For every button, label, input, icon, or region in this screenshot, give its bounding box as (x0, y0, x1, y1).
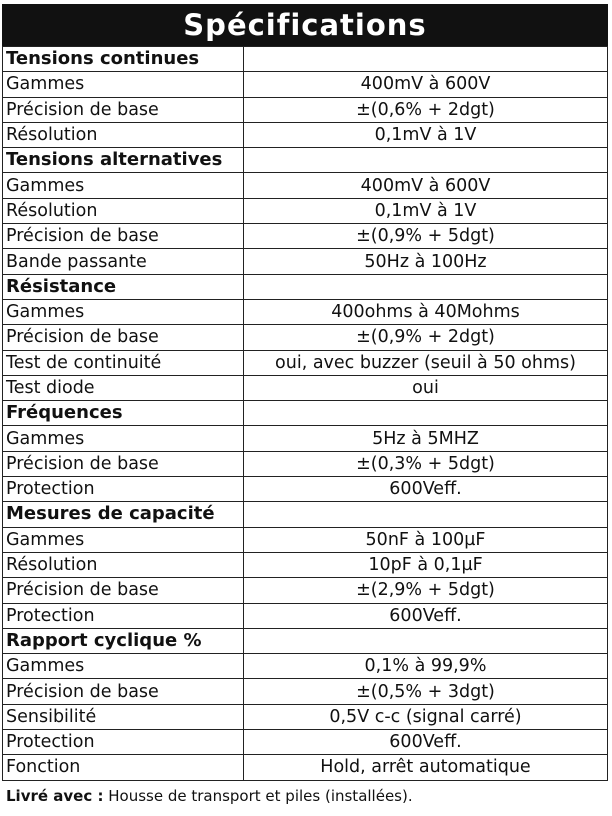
spec-label: Résolution (3, 198, 244, 223)
spec-label: Protection (3, 730, 244, 755)
spec-label: Précision de base (3, 451, 244, 476)
spec-label: Fonction (3, 755, 244, 780)
spec-label: Résolution (3, 552, 244, 577)
spec-label: Bande passante (3, 249, 244, 274)
spec-value: 5Hz à 5MHZ (244, 426, 608, 451)
spec-value: ±(0,5% + 3dgt) (244, 679, 608, 704)
section-heading: Tensions continues (3, 47, 244, 72)
section-heading-empty-cell (244, 401, 608, 426)
table-row (3, 679, 608, 704)
spec-label: Gammes (3, 654, 244, 679)
section-heading-empty-cell (244, 274, 608, 299)
section-header-row (3, 274, 608, 299)
spec-value: Hold, arrêt automatique (244, 755, 608, 780)
spec-label: Protection (3, 603, 244, 628)
section-heading-empty-cell (244, 628, 608, 653)
spec-value: 600Veff. (244, 477, 608, 502)
table-row (3, 122, 608, 147)
spec-label: Test diode (3, 375, 244, 400)
spec-label: Précision de base (3, 224, 244, 249)
section-heading: Tensions alternatives (3, 148, 244, 173)
spec-value: ±(2,9% + 5dgt) (244, 578, 608, 603)
footer-label: Livré avec : (6, 787, 104, 805)
spec-label: Gammes (3, 72, 244, 97)
table-row (3, 375, 608, 400)
spec-label: Précision de base (3, 97, 244, 122)
spec-value: oui, avec buzzer (seuil à 50 ohms) (244, 350, 608, 375)
spec-value: 400mV à 600V (244, 72, 608, 97)
spec-table (2, 46, 608, 781)
spec-label: Gammes (3, 527, 244, 552)
section-header-row (3, 148, 608, 173)
spec-label: Gammes (3, 299, 244, 324)
spec-label: Test de continuité (3, 350, 244, 375)
section-heading: Mesures de capacité (3, 502, 244, 527)
table-row (3, 350, 608, 375)
spec-value: 10pF à 0,1µF (244, 552, 608, 577)
spec-value: 600Veff. (244, 603, 608, 628)
spec-value: 0,1% à 99,9% (244, 654, 608, 679)
spec-value: 0,5V c-c (signal carré) (244, 704, 608, 729)
spec-label: Précision de base (3, 325, 244, 350)
section-header-row (3, 628, 608, 653)
spec-table-body (3, 47, 608, 781)
spec-label: Précision de base (3, 679, 244, 704)
spec-label: Protection (3, 477, 244, 502)
footer-text: Housse de transport et piles (installées). (103, 787, 413, 805)
table-row (3, 552, 608, 577)
spec-value: 400mV à 600V (244, 173, 608, 198)
spec-label: Gammes (3, 173, 244, 198)
spec-label: Gammes (3, 426, 244, 451)
table-row (3, 173, 608, 198)
table-row (3, 224, 608, 249)
footer-note (6, 787, 413, 805)
table-row (3, 730, 608, 755)
table-row (3, 325, 608, 350)
spec-label: Résolution (3, 122, 244, 147)
section-header-row (3, 502, 608, 527)
table-row (3, 704, 608, 729)
section-heading-empty-cell (244, 47, 608, 72)
table-row (3, 755, 608, 780)
table-row (3, 426, 608, 451)
spec-label: Précision de base (3, 578, 244, 603)
section-header-row (3, 401, 608, 426)
spec-value: 0,1mV à 1V (244, 122, 608, 147)
table-row (3, 527, 608, 552)
table-row (3, 451, 608, 476)
section-header-row (3, 47, 608, 72)
spec-value: ±(0,9% + 5dgt) (244, 224, 608, 249)
table-row (3, 299, 608, 324)
section-heading: Fréquences (3, 401, 244, 426)
section-heading-empty-cell (244, 502, 608, 527)
spec-label: Sensibilité (3, 704, 244, 729)
table-row (3, 249, 608, 274)
spec-value: ±(0,3% + 5dgt) (244, 451, 608, 476)
spec-value: ±(0,9% + 2dgt) (244, 325, 608, 350)
spec-value: ±(0,6% + 2dgt) (244, 97, 608, 122)
table-row (3, 97, 608, 122)
spec-value: 50Hz à 100Hz (244, 249, 608, 274)
spec-value: 600Veff. (244, 730, 608, 755)
page-title: Spécifications (2, 4, 608, 46)
table-row (3, 477, 608, 502)
table-row (3, 72, 608, 97)
spec-value: 50nF à 100µF (244, 527, 608, 552)
section-heading: Résistance (3, 274, 244, 299)
table-row (3, 603, 608, 628)
spec-value: 400ohms à 40Mohms (244, 299, 608, 324)
spec-value: 0,1mV à 1V (244, 198, 608, 223)
section-heading: Rapport cyclique % (3, 628, 244, 653)
section-heading-empty-cell (244, 148, 608, 173)
table-row (3, 578, 608, 603)
table-row (3, 198, 608, 223)
table-row (3, 654, 608, 679)
spec-value: oui (244, 375, 608, 400)
